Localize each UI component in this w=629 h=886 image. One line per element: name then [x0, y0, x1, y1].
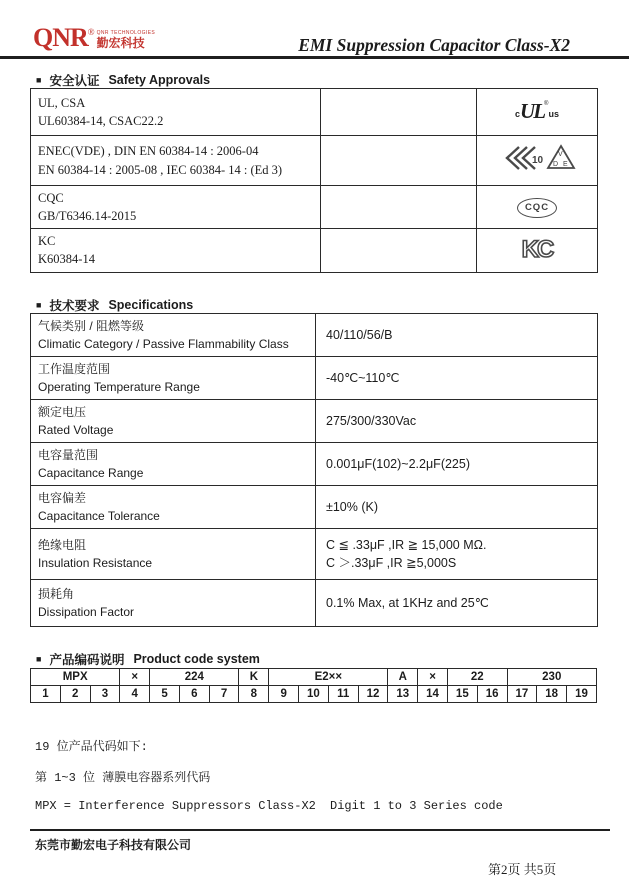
spec-label-en: Climatic Category / Passive Flammability Class — [38, 337, 289, 351]
section-title-cn: 技术要求 — [49, 299, 100, 313]
code-segment: 224 — [150, 669, 239, 686]
code-digit: 8 — [239, 686, 269, 703]
code-segment: MPX — [31, 669, 120, 686]
empty-cell — [321, 186, 477, 229]
safety-approvals-table — [30, 88, 598, 273]
code-segment-row — [31, 669, 597, 686]
approval-line: KC — [38, 234, 56, 249]
approval-line: EN 60384-14 : 2005-08 , IEC 60384- 14 : (Ed 3) — [38, 162, 283, 177]
table-row — [31, 89, 598, 136]
logo-chinese-name: 勤宏科技 — [96, 36, 145, 50]
logo-right-block — [97, 30, 156, 51]
registered-trademark-icon: ® — [544, 100, 549, 107]
spec-label — [31, 486, 316, 529]
enec-vde-mark-icon — [495, 142, 579, 174]
spec-value: 275/300/330Vac — [316, 400, 598, 443]
spec-value: -40℃~110℃ — [316, 357, 598, 400]
certification-mark-cell — [477, 229, 598, 272]
spec-label-cn: 损耗角 — [38, 587, 75, 601]
code-digit-row — [31, 686, 597, 703]
spec-label — [31, 314, 316, 357]
code-digit: 11 — [328, 686, 358, 703]
note-series-code: Digit 1 to 3 Series code — [330, 799, 503, 813]
table-row — [31, 314, 598, 357]
spec-label-en: Dissipation Factor — [38, 605, 135, 619]
table-row — [31, 443, 598, 486]
spec-value: 0.1% Max, at 1KHz and 25℃ — [316, 580, 598, 627]
ul-logo-text: UL — [520, 98, 545, 123]
code-digit: 18 — [537, 686, 567, 703]
empty-cell — [321, 89, 477, 136]
cul-us-mark-icon — [515, 98, 559, 123]
spec-value: 40/110/56/B — [316, 314, 598, 357]
spec-label-cn: 绝缘电阻 — [38, 538, 87, 552]
code-segment: 22 — [447, 669, 507, 686]
approval-description — [31, 89, 321, 136]
code-digit: 3 — [90, 686, 120, 703]
spec-label-cn: 工作温度范围 — [38, 362, 111, 376]
spec-label-cn: 电容偏差 — [38, 491, 87, 505]
kc-mark-icon: KC — [521, 236, 553, 264]
code-digit: 9 — [269, 686, 299, 703]
approval-line: K60384-14 — [38, 252, 95, 267]
svg-text:E: E — [563, 161, 568, 168]
spec-label — [31, 580, 316, 627]
certification-mark-cell — [477, 89, 598, 136]
code-digit: 1 — [31, 686, 61, 703]
product-code-table — [30, 668, 597, 703]
spec-label-en: Insulation Resistance — [38, 556, 153, 570]
svg-text:D: D — [553, 161, 559, 168]
spec-value-line: C ＞.33μF ,IR ≧5,000S — [326, 556, 457, 570]
code-digit: 7 — [209, 686, 239, 703]
spec-label-cn: 气候类别 / 阻燃等级 — [38, 319, 145, 333]
spec-value-line: C ≦ .33μF ,IR ≧ 15,000 MΩ. — [326, 537, 487, 552]
code-digit: 5 — [150, 686, 180, 703]
code-digit: 16 — [477, 686, 507, 703]
code-digit: 6 — [179, 686, 209, 703]
certification-mark-cell — [477, 186, 598, 229]
code-digit: 12 — [358, 686, 388, 703]
section-title-en: Product code system — [133, 652, 260, 666]
code-digit: 4 — [120, 686, 150, 703]
code-segment: 230 — [507, 669, 597, 686]
table-row — [31, 580, 598, 627]
code-digit: 13 — [388, 686, 418, 703]
logo-brand-text: QNR — [33, 23, 88, 52]
approval-line: GB/T6346.14-2015 — [38, 209, 137, 224]
section-header-specifications — [36, 296, 193, 314]
section-title-cn: 安全认证 — [49, 74, 100, 88]
spec-label-en: Rated Voltage — [38, 423, 114, 437]
code-segment: A — [388, 669, 418, 686]
approval-line: UL60384-14, CSAC22.2 — [38, 114, 164, 128]
code-segment: K — [239, 669, 269, 686]
approval-description — [31, 136, 321, 186]
footer-company-name: 东莞市勤宏电子科技有限公司 — [35, 838, 192, 852]
approval-line: CQC — [38, 191, 64, 205]
cqc-mark-icon: CQC — [517, 198, 557, 218]
note-digits-1-3: 第 1~3 位 薄膜电容器系列代码 — [35, 771, 211, 785]
spec-label-cn: 电容量范围 — [38, 448, 99, 462]
code-digit: 2 — [60, 686, 90, 703]
approval-line: ENEC(VDE) , DIN EN 60384-14 : 2006-04 — [38, 144, 259, 159]
section-title-en: Safety Approvals — [108, 73, 211, 87]
table-row — [31, 229, 598, 272]
code-segment: E2×× — [269, 669, 388, 686]
spec-label — [31, 529, 316, 580]
code-digit: 17 — [507, 686, 537, 703]
spec-value: ±10% (K) — [316, 486, 598, 529]
table-row — [31, 486, 598, 529]
header-divider — [0, 56, 629, 59]
square-bullet-icon: ■ — [36, 654, 42, 664]
specifications-table — [30, 313, 598, 627]
spec-label — [31, 357, 316, 400]
empty-cell — [321, 136, 477, 186]
empty-cell — [321, 229, 477, 272]
registered-trademark-icon: ® — [87, 27, 95, 37]
square-bullet-icon: ■ — [36, 300, 42, 310]
certification-mark-cell — [477, 136, 598, 186]
table-row — [31, 529, 598, 580]
approval-line: UL, CSA — [38, 95, 86, 110]
spec-label-en: Capacitance Range — [38, 466, 144, 480]
section-header-product-code — [36, 650, 260, 668]
code-digit: 14 — [418, 686, 448, 703]
spec-value — [316, 529, 598, 580]
table-row — [31, 357, 598, 400]
page-number: 第2页 共5页 — [488, 862, 557, 877]
approval-description — [31, 186, 321, 229]
code-digit: 10 — [299, 686, 329, 703]
ul-us-label: us — [548, 108, 559, 119]
square-bullet-icon: ■ — [36, 75, 42, 85]
section-title-en: Specifications — [108, 298, 194, 312]
table-row — [31, 400, 598, 443]
table-row — [31, 136, 598, 186]
spec-label-en: Operating Temperature Range — [38, 380, 200, 394]
spec-label-en: Capacitance Tolerance — [38, 509, 160, 523]
svg-text:10: 10 — [532, 155, 544, 166]
footer-divider — [30, 829, 610, 831]
document-title: EMI Suppression Capacitor Class-X2 — [298, 35, 570, 55]
code-segment: × — [418, 669, 448, 686]
logo-tagline: QNR TECHNOLOGIES — [96, 30, 156, 36]
code-segment: × — [120, 669, 150, 686]
code-digit: 15 — [447, 686, 477, 703]
note-code-length: 19 位产品代码如下: — [35, 740, 148, 754]
table-row — [31, 186, 598, 229]
spec-value: 0.001μF(102)~2.2μF(225) — [316, 443, 598, 486]
spec-label — [31, 443, 316, 486]
section-header-safety-approvals — [36, 71, 210, 89]
code-digit: 19 — [567, 686, 597, 703]
note-mpx-definition: MPX = Interference Suppressors Class-X2 — [35, 799, 316, 813]
company-logo — [33, 25, 155, 51]
ul-c-label: c — [515, 108, 521, 119]
spec-label — [31, 400, 316, 443]
approval-description — [31, 229, 321, 272]
section-title-cn: 产品编码说明 — [49, 653, 125, 667]
svg-text:V: V — [558, 151, 563, 158]
spec-label-cn: 额定电压 — [38, 405, 87, 419]
